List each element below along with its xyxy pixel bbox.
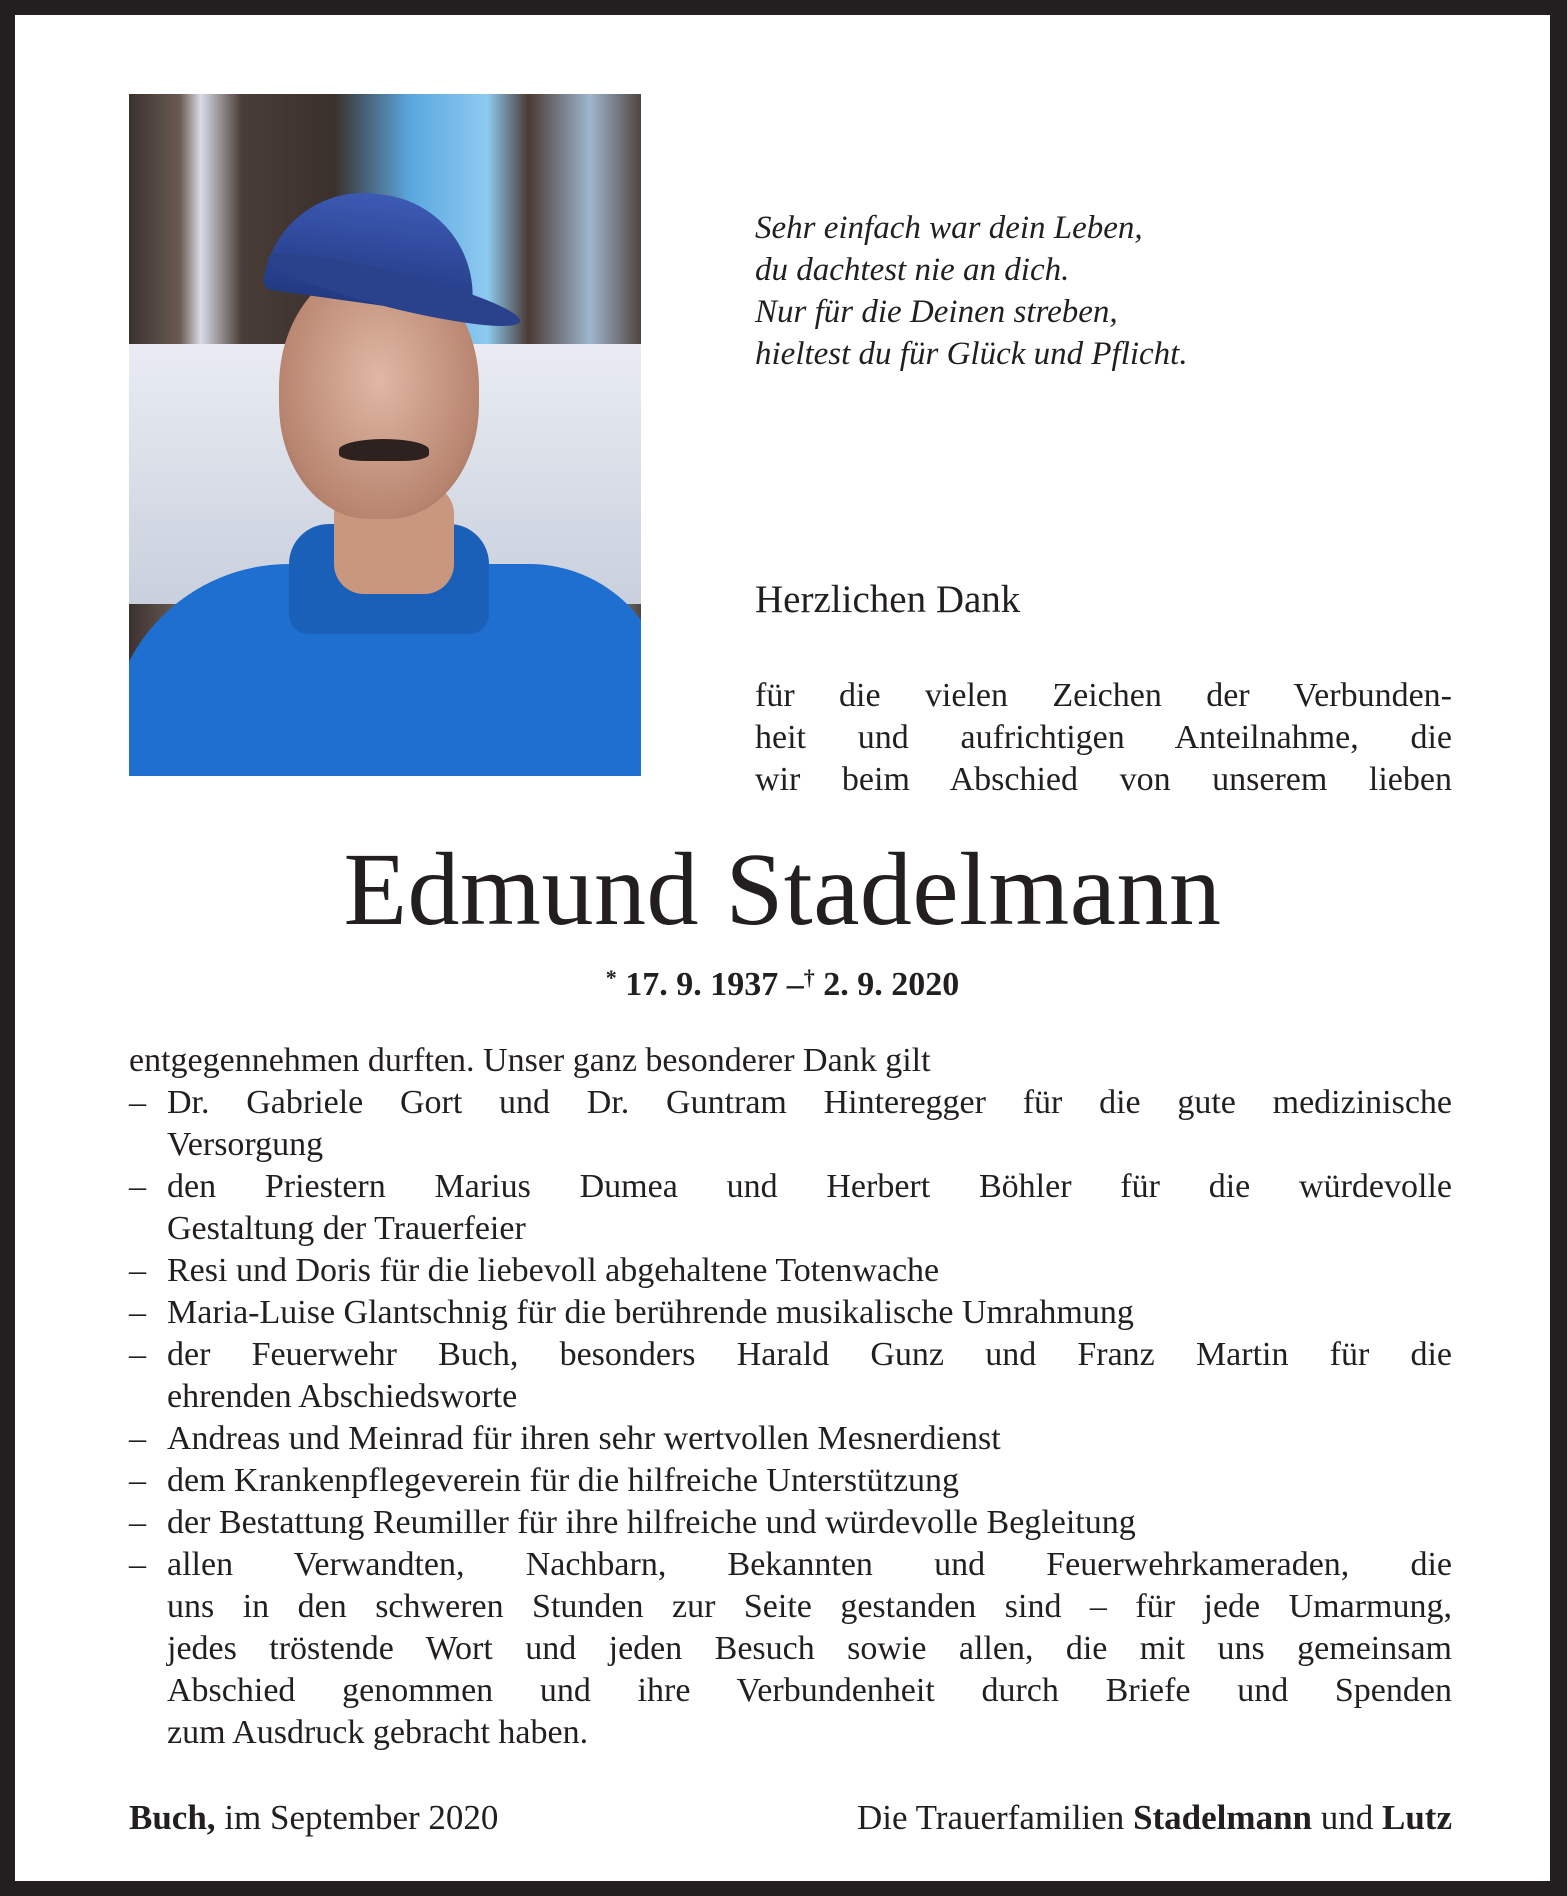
list-item <box>129 1166 1452 1250</box>
photo-mustache <box>339 439 429 461</box>
dash: – <box>129 1294 146 1331</box>
poem-line: hieltest du für Glück und Pflicht. <box>755 336 1188 372</box>
date-separator: – <box>786 966 804 1003</box>
birth-symbol: * <box>605 965 617 990</box>
dash: – <box>129 1336 146 1373</box>
deceased-name: Edmund Stadelmann <box>343 832 1222 947</box>
footer <box>129 1798 1452 1838</box>
item-line: der Bestattung Reumiller für ihre hilfreiche und würdevolle Begleitung <box>167 1504 1136 1541</box>
item-line: Dr. Gabriele Gort und Dr. Guntram Hinteregger für die gute medizinische <box>167 1084 1452 1121</box>
dash: – <box>129 1462 146 1499</box>
list-item <box>129 1460 1452 1502</box>
item-line: uns in den schweren Stunden zur Seite gestanden sind – für jede Umarmung, <box>167 1588 1452 1625</box>
dash: – <box>129 1168 146 1205</box>
birth-date: 17. 9. 1937 <box>625 966 779 1003</box>
item-line: den Priestern Marius Dumea und Herbert Böhler für die würdevolle <box>167 1168 1452 1205</box>
portrait-photo <box>129 94 641 776</box>
family-name: Stadelmann <box>1133 1798 1312 1837</box>
thanks-body <box>129 1040 1452 1754</box>
conjunction: und <box>1320 1798 1374 1837</box>
family-prefix: Die Trauerfamilien <box>857 1798 1125 1837</box>
dash: – <box>129 1546 146 1583</box>
item-line: jedes tröstende Wort und jeden Besuch sowie allen, die mit uns gemeinsam <box>167 1630 1452 1667</box>
date: im September 2020 <box>224 1798 499 1837</box>
poem-line: du dachtest nie an dich. <box>755 252 1070 288</box>
death-symbol: † <box>803 965 815 990</box>
item-line: Resi und Doris für die liebevoll abgehaltene Totenwache <box>167 1252 940 1289</box>
dash: – <box>129 1504 146 1541</box>
obituary-page <box>15 15 1550 1881</box>
list-item <box>129 1418 1452 1460</box>
death-date: 2. 9. 2020 <box>823 966 960 1003</box>
item-line: Gestaltung der Trauerfeier <box>167 1210 526 1247</box>
body-lead: entgegennehmen durften. Unser ganz besonderer Dank gilt <box>129 1042 931 1079</box>
intro-text <box>755 675 1452 801</box>
list-item <box>129 1082 1452 1166</box>
family-name: Lutz <box>1382 1798 1452 1837</box>
list-item <box>129 1502 1452 1544</box>
poem <box>755 207 1188 375</box>
item-line: allen Verwandten, Nachbarn, Bekannten und Feuerwehrkameraden, die <box>167 1546 1452 1583</box>
item-line: dem Krankenpflegeverein für die hilfreiche Unterstützung <box>167 1462 960 1499</box>
place-date <box>129 1798 498 1838</box>
intro-line: für die vielen Zeichen der Verbunden- <box>755 677 1452 714</box>
dash: – <box>129 1084 146 1121</box>
poem-line: Sehr einfach war dein Leben, <box>755 210 1143 246</box>
thanks-heading: Herzlichen Dank <box>755 578 1021 621</box>
life-dates <box>15 965 1550 1004</box>
item-line: ehrenden Abschiedsworte <box>167 1378 518 1415</box>
item-line: der Feuerwehr Buch, besonders Harald Gunz und Franz Martin für die <box>167 1336 1452 1373</box>
item-line: Maria-Luise Glantschnig für die berührende musikalische Umrahmung <box>167 1294 1134 1331</box>
dash: – <box>129 1420 146 1457</box>
item-line: Andreas und Meinrad für ihren sehr wertvollen Mesnerdienst <box>167 1420 1001 1457</box>
dash: – <box>129 1252 146 1289</box>
intro-line: heit und aufrichtigen Anteilnahme, die <box>755 719 1452 756</box>
list-item <box>129 1544 1452 1754</box>
item-line: Abschied genommen und ihre Verbundenheit durch Briefe und Spenden <box>167 1672 1452 1709</box>
list-item <box>129 1250 1452 1292</box>
item-line: Versorgung <box>167 1126 324 1163</box>
list-item <box>129 1334 1452 1418</box>
place: Buch, <box>129 1798 216 1837</box>
list-item <box>129 1292 1452 1334</box>
intro-line: wir beim Abschied von unserem lieben <box>755 761 1452 798</box>
family-signature <box>857 1798 1452 1838</box>
poem-line: Nur für die Deinen streben, <box>755 294 1118 330</box>
item-line: zum Ausdruck gebracht haben. <box>167 1714 589 1751</box>
